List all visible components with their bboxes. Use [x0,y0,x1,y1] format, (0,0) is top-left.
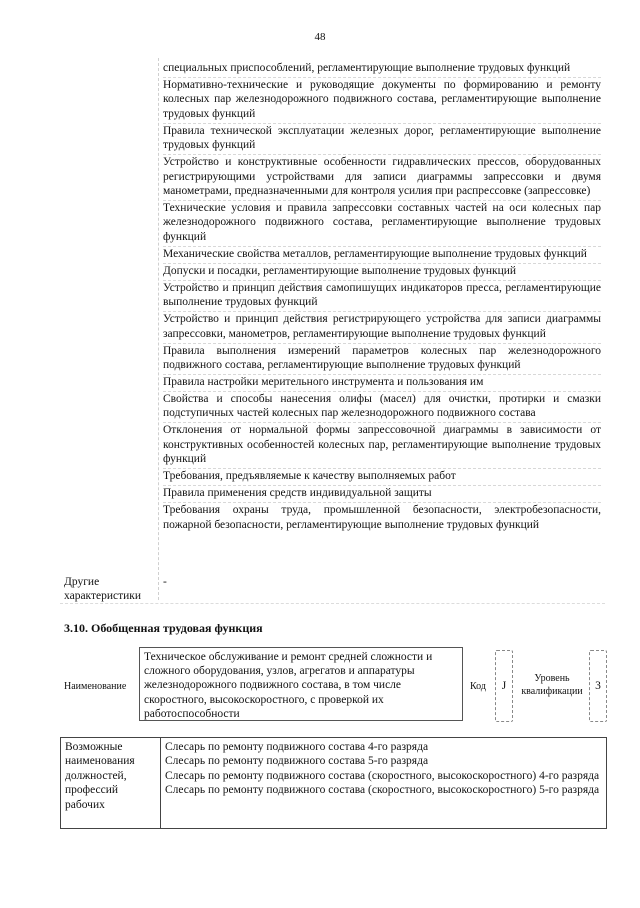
knowledge-item: Требования охраны труда, промышленной безопасности, электробезопасности, пожарной безопасности, регламентирующие выполнение трудовых функций [163,504,601,531]
positions-list [161,738,606,828]
knowledge-item: Правила настройки мерительного инструмента и пользования им [163,375,601,392]
knowledge-item: Механические свойства металлов, регламентирующие выполнение трудовых функций [163,247,601,264]
function-name-value: Техническое обслуживание и ремонт средней сложности и сложного оборудования, узлов, агрегатов и аппаратуры железнодорожного подвижного состава, в том числе скоростного, высокоскоростного, с проверкой их работоспособности [139,647,463,721]
table-bottom-divider [60,603,605,604]
knowledge-item: Допуски и посадки, регламентирующие выполнение трудовых функций [163,264,601,281]
function-code-label: Код [470,681,486,692]
position-item: Слесарь по ремонту подвижного состава 4-го разряда [165,741,429,753]
qualification-level-value: 3 [589,650,607,722]
position-item: Слесарь по ремонту подвижного состава (скоростного, высокоскоростного) 4-го разряда [165,769,600,782]
positions-label: Возможные наименования должностей, профессий рабочих [61,738,161,828]
required-knowledge-list [163,61,601,534]
position-item: Слесарь по ремонту подвижного состава 5-го разряда [165,755,429,768]
other-characteristics-value: - [163,576,167,588]
knowledge-item: Отклонения от нормальной формы запрессовочной диаграммы в зависимости от конструктивных особенностей колесных пар, регламентирующие выполнение трудовых функций [163,423,601,469]
knowledge-item: Правила выполнения измерений параметров колесных пар железнодорожного подвижного состава, регламентирующие выполнение трудовых функций [163,344,601,375]
function-code-value: J [495,650,513,722]
position-item: Слесарь по ремонту подвижного состава (скоростного, высокоскоростного) 5-го разряда [165,784,600,797]
knowledge-item: Технические условия и правила запрессовки составных частей на оси колесных пар железнодорожного подвижного состава, регламентирующие выполнение трудовых функций [163,201,601,247]
knowledge-item: Свойства и способы нанесения олифы (масел) для очистки, протирки и смазки подступичных частей колесных пар железнодорожного подвижного состава [163,392,601,423]
knowledge-item: Устройство и принцип действия регистрирующего устройства для записи диаграммы запрессовки, манометров, регламентирующие выполнение трудовых функций [163,312,601,343]
qualification-level-label: Уровень квалификации [521,673,583,697]
knowledge-item: Устройство и принцип действия самопишущих индикаторов пресса, регламентирующие выполнение трудовых функций [163,281,601,312]
section-heading: 3.10. Обобщенная трудовая функция [64,621,263,635]
knowledge-item: Правила применения средств индивидуальной защиты [163,486,601,503]
knowledge-item: Требования, предъявляемые к качеству выполняемых работ [163,469,601,486]
function-name-label: Наименование [64,681,127,692]
page-number: 48 [314,31,326,43]
knowledge-item: Правила технической эксплуатации железных дорог, регламентирующие выполнение трудовых функций [163,124,601,155]
knowledge-item: Устройство и конструктивные особенности гидравлических прессов, оборудованных регистрирующими устройствами для записи диаграммы запрессовки и двумя манометрами, предназначенными для контроля усилия при распрессовке (запрессовке) [163,155,601,201]
knowledge-item: специальных приспособлений, регламентирующие выполнение трудовых функций [163,61,601,78]
other-characteristics-label: Другие характеристики [64,576,142,603]
knowledge-item: Нормативно-технические и руководящие документы по формированию и ремонту колесных пар железнодорожного подвижного состава, регламентирующие выполнение трудовых функций [163,78,601,124]
possible-positions-table [60,737,607,829]
column-divider [158,58,159,600]
